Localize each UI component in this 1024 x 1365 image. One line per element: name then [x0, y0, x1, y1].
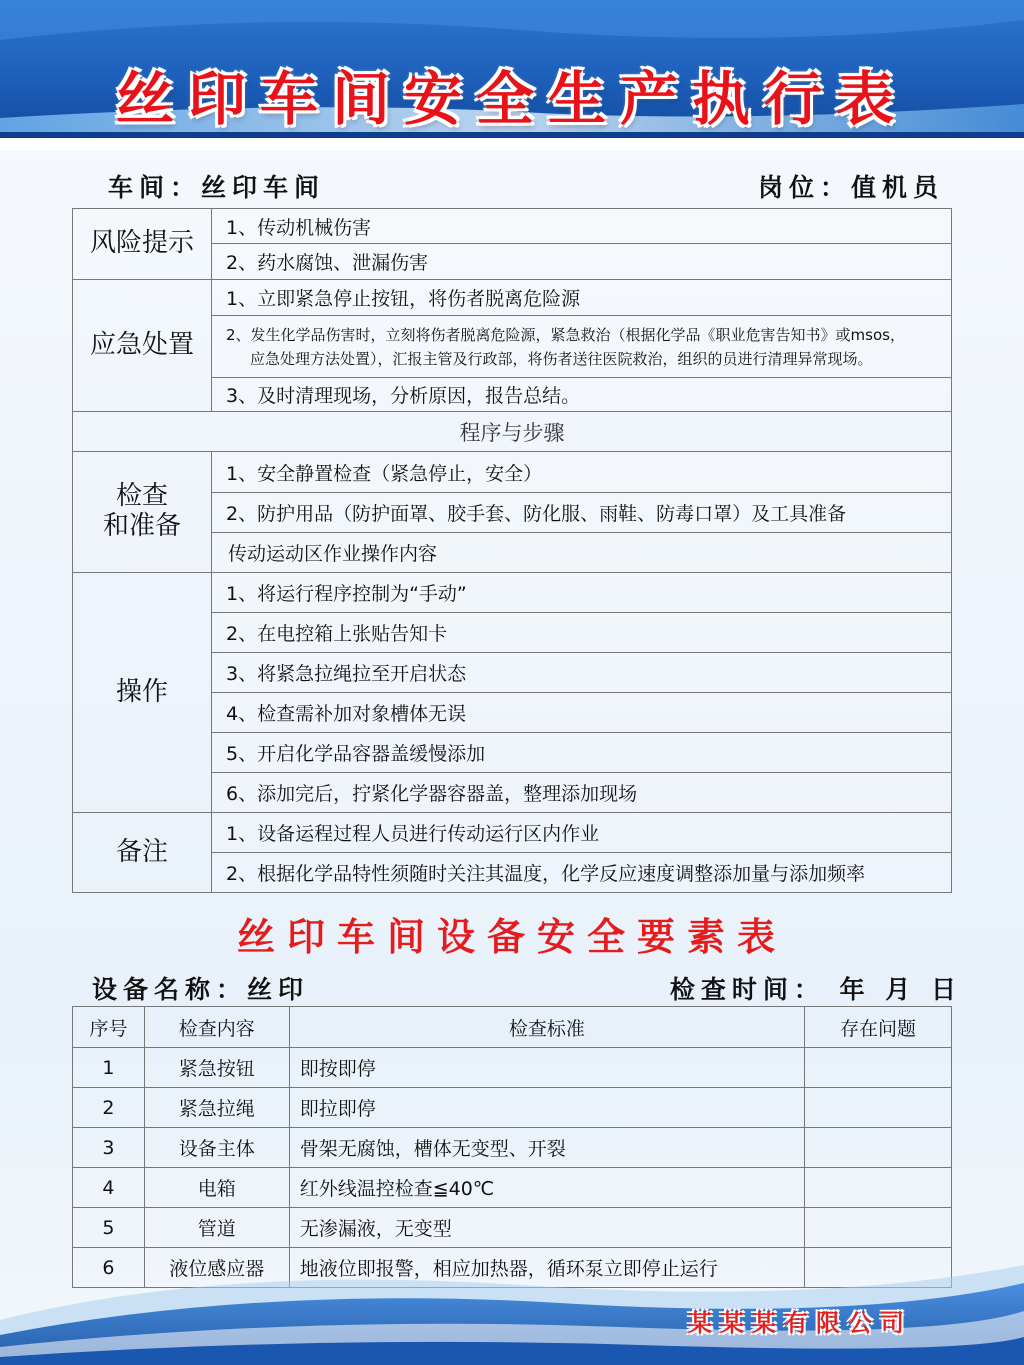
row-content: 电箱 — [144, 1168, 289, 1208]
procedure-heading: 程序与步骤 — [73, 412, 952, 452]
risk-category: 风险提示 — [73, 209, 212, 280]
row-index: 1 — [73, 1048, 145, 1088]
row-index: 3 — [73, 1128, 145, 1168]
row-issue — [805, 1088, 952, 1128]
check-label-line: 检查 — [115, 481, 168, 512]
emergency-item: 3、及时清理现场，分析原因，报告总结。 — [212, 378, 952, 412]
column-header: 存在问题 — [805, 1007, 952, 1048]
row-index: 2 — [73, 1088, 145, 1128]
position-label: 岗位：值机员 — [757, 173, 944, 202]
row-standard: 即按即停 — [289, 1048, 804, 1088]
workshop-label: 车间：丝印车间 — [108, 173, 326, 202]
safety-procedure-table — [72, 208, 952, 893]
check-item: 传动运动区作业操作内容 — [212, 533, 952, 573]
equipment-title: 丝印车间设备安全要素表 — [236, 914, 787, 959]
check-item: 1、安全静置检查（紧急停止，安全） — [212, 452, 952, 493]
operation-item: 4、检查需补加对象槽体无误 — [212, 693, 952, 733]
operation-item: 1、将运行程序控制为“手动” — [212, 573, 952, 613]
row-standard: 骨架无腐蚀，槽体无变型、开裂 — [289, 1128, 804, 1168]
operation-item: 2、在电控箱上张贴告知卡 — [212, 613, 952, 653]
notes-item: 1、设备运程过程人员进行传动运行区内作业 — [212, 813, 952, 853]
column-header: 检查内容 — [144, 1007, 289, 1048]
row-content: 液位感应器 — [144, 1248, 289, 1288]
row-index: 5 — [73, 1208, 145, 1248]
table-row — [73, 1168, 952, 1208]
operation-item: 3、将紧急拉绳拉至开启状态 — [212, 653, 952, 693]
row-content: 管道 — [144, 1208, 289, 1248]
emergency-item-line: 2、发生化学品伤害时，立刻将伤者脱离危险源，紧急救治（根据化学品《职业危害告知书》或msos， — [226, 325, 905, 344]
company-name: 某某某有限公司 — [688, 1308, 912, 1337]
row-index: 4 — [73, 1168, 145, 1208]
row-issue — [805, 1168, 952, 1208]
table-row — [73, 1048, 952, 1088]
row-content: 紧急拉绳 — [144, 1088, 289, 1128]
risk-item: 1、传动机械伤害 — [212, 209, 952, 244]
row-content: 设备主体 — [144, 1128, 289, 1168]
notes-category: 备注 — [73, 813, 212, 893]
check-item: 2、防护用品（防护面罩、胶手套、防化服、雨鞋、防毒口罩）及工具准备 — [212, 493, 952, 533]
check-label-line: 和准备 — [102, 511, 181, 541]
risk-item: 2、药水腐蚀、泄漏伤害 — [212, 244, 952, 280]
notes-item: 2、根据化学品特性须随时关注其温度，化学反应速度调整添加量与添加频率 — [212, 853, 952, 893]
row-standard: 红外线温控检查≦40℃ — [289, 1168, 804, 1208]
operation-item: 5、开启化学品容器盖缓慢添加 — [212, 733, 952, 773]
table-row — [73, 1088, 952, 1128]
operation-item: 6、添加完后，拧紧化学器容器盖，整理添加现场 — [212, 773, 952, 813]
row-content: 紧急按钮 — [144, 1048, 289, 1088]
column-header: 序号 — [73, 1007, 145, 1048]
equipment-name-label: 设备名称：丝印 — [92, 975, 310, 1004]
emergency-item-line: 应急处理方法处置），汇报主管及行政部，将伤者送往医院救治，组织的员进行清理异常现场。 — [250, 349, 873, 368]
operation-category: 操作 — [73, 573, 212, 813]
row-index: 6 — [73, 1248, 145, 1288]
row-standard: 无渗漏液，无变型 — [289, 1208, 804, 1248]
row-standard: 即拉即停 — [289, 1088, 804, 1128]
page-title: 丝印车间安全生产执行表 — [115, 65, 908, 133]
bottom-wave-decoration — [0, 1225, 1024, 1365]
emergency-category: 应急处置 — [73, 280, 212, 412]
table-header-row — [73, 1007, 952, 1048]
row-standard: 地液位即报警，相应加热器，循环泵立即停止运行 — [289, 1248, 804, 1288]
check-category — [73, 452, 212, 573]
emergency-item-long — [212, 316, 952, 378]
column-header: 检查标准 — [289, 1007, 804, 1048]
check-time-label: 检查时间： 年 月 日 — [669, 975, 962, 1004]
row-issue — [805, 1048, 952, 1088]
emergency-item: 1、立即紧急停止按钮，将伤者脱离危险源 — [212, 280, 952, 316]
table-row — [73, 1128, 952, 1168]
row-issue — [805, 1128, 952, 1168]
